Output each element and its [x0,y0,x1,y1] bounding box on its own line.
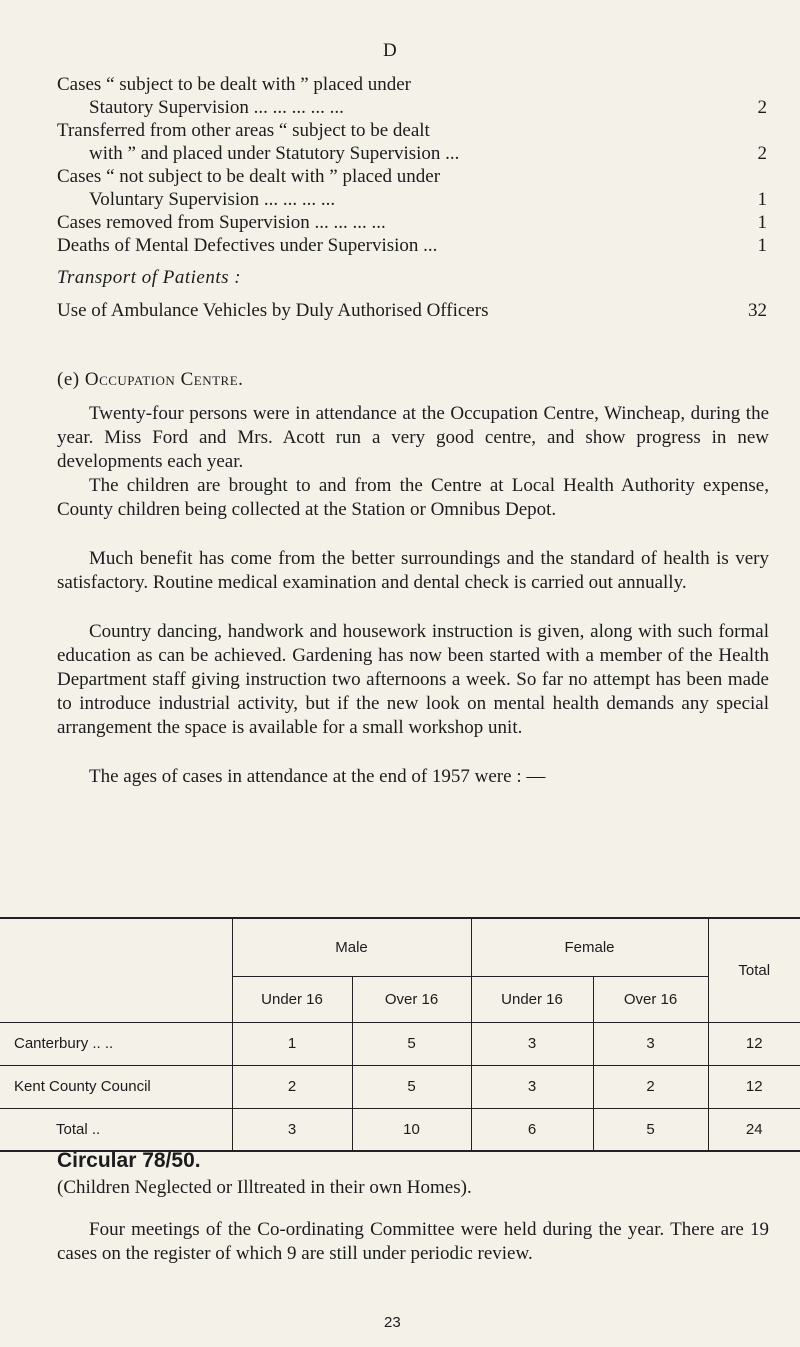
table-row [0,1108,800,1151]
section-prefix: (e) [57,369,80,390]
table-cell: 2 [232,1065,352,1108]
stat-line: Use of Ambulance Vehicles by Duly Authorised Officers [57,300,489,321]
table-cell: 24 [708,1108,800,1151]
stat-removed [57,211,767,234]
paragraph: Four meetings of the Co-ordinating Committee were held during the year. There are 19 cases on the register of which 9 are still under periodic review. [57,1219,769,1264]
row-label: Canterbury .. .. [0,1022,232,1065]
circular-subtitle: (Children Neglected or Illtreated in their own Homes). [57,1177,472,1198]
stat-value: 1 [757,189,767,210]
stat-line: Stautory Supervision ... ... ... ... ... [89,97,344,118]
table-cell: 5 [352,1065,471,1108]
paragraph: The children are brought to and from the Centre at Local Health Authority expense, County children being collected at the Station or Omnibus Depot. [57,475,769,520]
section-letter: D [383,40,397,61]
stat-value: 2 [757,143,767,164]
paragraph: Twenty-four persons were in attendance at the Occupation Centre, Wincheap, during the year. Miss Ford and Mrs. Acott run a very good centre, and show progress in new developments each year. [57,403,769,472]
stat-value: 1 [757,212,767,233]
row-label: Total .. [0,1108,232,1151]
stat-line: with ” and placed under Statutory Supervision ... [89,143,460,164]
table-cell: 3 [593,1022,708,1065]
section-title: Occupation Centre. [84,369,244,390]
stat-line: Deaths of Mental Defectives under Supervision ... [57,235,438,256]
table-cell: 2 [593,1065,708,1108]
ages-table [0,917,800,1152]
transport-heading: Transport of Patients : [57,267,242,288]
table-cell: 3 [232,1108,352,1151]
table-cell: 5 [352,1022,471,1065]
column-subheader: Under 16 [471,976,593,1022]
page-number: 23 [384,1314,401,1331]
table-cell: 3 [471,1065,593,1108]
column-group-header: Male [232,918,471,976]
stat-line: Transferred from other areas “ subject to be dealt [57,120,430,141]
table-cell: 10 [352,1108,471,1151]
table-cell: 3 [471,1022,593,1065]
stat-transferred [57,119,767,165]
stat-voluntary-supervision [57,165,767,211]
stat-value: 32 [748,300,767,321]
column-subheader: Under 16 [232,976,352,1022]
occupation-heading [57,369,243,391]
stat-value: 1 [757,235,767,256]
paragraph: The ages of cases in attendance at the end of 1957 were : — [89,766,546,787]
paragraph: Much benefit has come from the better surroundings and the standard of health is very satisfactory. Routine medical examination and dental check is carried out annually. [57,548,769,593]
stat-deaths [57,234,767,257]
column-subheader: Over 16 [593,976,708,1022]
table-cell: 12 [708,1065,800,1108]
table-header-row [0,918,800,976]
stat-value: 2 [757,97,767,118]
column-group-header: Total [708,918,800,1022]
table-row [0,1022,800,1065]
table-cell: 6 [471,1108,593,1151]
paragraph: Country dancing, handwork and housework instruction is given, along with such formal education as can be achieved. Gardening has now been started with a member of the Health Department staff giving instruction two afternoons a week. So far no attempt has been made to introduce industrial activity, but if the new look on mental health demands any special arrangement the space is available for a small workshop unit. [57,621,769,738]
circular-title: Circular 78/50. [57,1149,201,1172]
stat-statutory-supervision [57,73,767,119]
blank-corner-cell [0,918,232,1022]
stat-line: Cases “ subject to be dealt with ” placed under [57,74,412,95]
stat-line: Cases “ not subject to be dealt with ” placed under [57,166,441,187]
table-cell: 5 [593,1108,708,1151]
table-cell: 1 [232,1022,352,1065]
stat-line: Voluntary Supervision ... ... ... ... [89,189,336,210]
stat-line: Cases removed from Supervision ... ... ... ... [57,212,386,233]
column-subheader: Over 16 [352,976,471,1022]
table-row [0,1065,800,1108]
column-group-header: Female [471,918,708,976]
row-label: Kent County Council [0,1065,232,1108]
table-cell: 12 [708,1022,800,1065]
stat-ambulance [57,299,767,322]
